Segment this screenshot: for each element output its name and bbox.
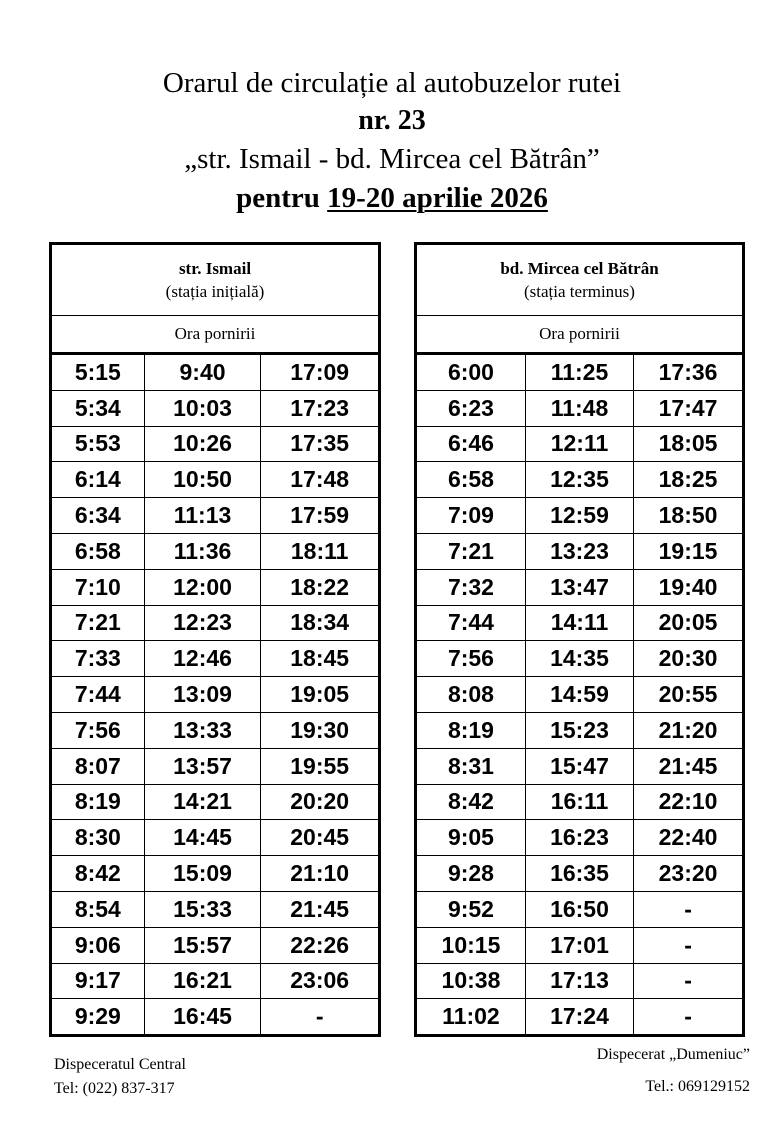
departure-time-cell: 16:23 xyxy=(525,820,633,856)
departure-time-cell: 6:46 xyxy=(416,426,526,462)
dispatch-phone: Tel: (022) 837-317 xyxy=(54,1080,175,1097)
departure-time-cell: 5:34 xyxy=(51,390,145,426)
departure-time-cell: 18:34 xyxy=(261,605,380,641)
departure-time-cell: 19:05 xyxy=(261,677,380,713)
departure-time-cell: 20:05 xyxy=(634,605,744,641)
departure-time-cell: 16:45 xyxy=(144,999,261,1036)
table-row xyxy=(51,498,380,534)
departure-time-cell: 17:09 xyxy=(261,354,380,391)
departure-time-cell: 19:15 xyxy=(634,533,744,569)
table-row xyxy=(416,354,744,391)
departure-time-cell: - xyxy=(634,927,744,963)
departure-time-cell: 11:36 xyxy=(144,533,261,569)
departure-time-cell: 10:03 xyxy=(144,390,261,426)
departure-time-cell: 9:17 xyxy=(51,963,145,999)
departure-time-cell: 15:33 xyxy=(144,891,261,927)
departure-time-cell: 17:59 xyxy=(261,498,380,534)
departure-time-cell: 6:00 xyxy=(416,354,526,391)
table-row xyxy=(51,426,380,462)
departure-time-cell: 20:30 xyxy=(634,641,744,677)
departure-time-cell: 8:54 xyxy=(51,891,145,927)
table-row xyxy=(416,963,744,999)
departure-time-cell: 7:21 xyxy=(416,533,526,569)
departure-time-cell: 13:57 xyxy=(144,748,261,784)
departure-time-cell: 21:20 xyxy=(634,712,744,748)
departure-time-cell: 8:30 xyxy=(51,820,145,856)
departure-time-cell: 6:58 xyxy=(51,533,145,569)
station-note: (stația inițială) xyxy=(165,282,265,301)
departure-time-cell: 9:29 xyxy=(51,999,145,1036)
table-row xyxy=(51,533,380,569)
departure-time-cell: 16:50 xyxy=(525,891,633,927)
departure-time-cell: 12:11 xyxy=(525,426,633,462)
departure-time-cell: 10:15 xyxy=(416,927,526,963)
departure-time-cell: 18:25 xyxy=(634,462,744,498)
station-note: (stația terminus) xyxy=(524,282,635,301)
departure-time-cell: 8:08 xyxy=(416,677,526,713)
table-row xyxy=(416,641,744,677)
schedule-date: 19-20 aprilie 2026 xyxy=(327,182,548,214)
departure-time-cell: 11:25 xyxy=(525,354,633,391)
departure-time-cell: 15:23 xyxy=(525,712,633,748)
departure-time-cell: 8:07 xyxy=(51,748,145,784)
departure-time-cell: 14:11 xyxy=(525,605,633,641)
departure-time-cell: 17:23 xyxy=(261,390,380,426)
timetable-ismail xyxy=(49,242,381,1037)
departure-time-cell: 21:10 xyxy=(261,856,380,892)
departure-time-cell: 7:10 xyxy=(51,569,145,605)
departure-time-cell: 19:40 xyxy=(634,569,744,605)
table-row xyxy=(51,390,380,426)
table-row xyxy=(416,462,744,498)
departure-time-cell: 11:48 xyxy=(525,390,633,426)
departure-time-cell: 14:35 xyxy=(525,641,633,677)
departure-time-cell: 18:05 xyxy=(634,426,744,462)
dispatch-name: Dispeceratul Central xyxy=(54,1056,186,1073)
departure-time-cell: 18:45 xyxy=(261,641,380,677)
departure-time-cell: 7:32 xyxy=(416,569,526,605)
departure-time-cell: 6:58 xyxy=(416,462,526,498)
departure-time-cell: 19:55 xyxy=(261,748,380,784)
departure-time-cell: 12:23 xyxy=(144,605,261,641)
table-row xyxy=(51,677,380,713)
departure-time-cell: 17:48 xyxy=(261,462,380,498)
departure-time-cell: 5:15 xyxy=(51,354,145,391)
departure-time-cell: 15:57 xyxy=(144,927,261,963)
departure-time-cell: 22:26 xyxy=(261,927,380,963)
table-row xyxy=(416,856,744,892)
departure-time-cell: 15:09 xyxy=(144,856,261,892)
departure-time-cell: 5:53 xyxy=(51,426,145,462)
departure-time-cell: 9:52 xyxy=(416,891,526,927)
departure-time-cell: 12:35 xyxy=(525,462,633,498)
station-header xyxy=(416,244,744,316)
departure-time-cell: 6:34 xyxy=(51,498,145,534)
dispatch-phone: Tel.: 069129152 xyxy=(645,1078,750,1095)
departure-time-cell: 13:47 xyxy=(525,569,633,605)
table-row xyxy=(416,927,744,963)
departure-time-cell: 9:05 xyxy=(416,820,526,856)
table-row xyxy=(51,963,380,999)
departure-time-cell: 10:50 xyxy=(144,462,261,498)
departure-time-cell: 7:44 xyxy=(51,677,145,713)
departure-time-cell: 10:38 xyxy=(416,963,526,999)
departure-time-cell: 21:45 xyxy=(634,748,744,784)
table-row xyxy=(51,462,380,498)
departure-time-cell: 14:45 xyxy=(144,820,261,856)
departure-time-cell: 17:36 xyxy=(634,354,744,391)
table-row xyxy=(51,784,380,820)
departure-time-cell: - xyxy=(634,891,744,927)
departure-time-cell: 17:35 xyxy=(261,426,380,462)
station-name: str. Ismail xyxy=(178,259,252,278)
departure-time-cell: 6:23 xyxy=(416,390,526,426)
table-row xyxy=(416,569,744,605)
station-name: bd. Mircea cel Bătrân xyxy=(500,259,659,278)
departure-time-cell: 7:44 xyxy=(416,605,526,641)
departure-time-cell: 14:21 xyxy=(144,784,261,820)
departure-time-cell: 17:24 xyxy=(525,999,633,1036)
departure-time-cell: 16:35 xyxy=(525,856,633,892)
departure-time-cell: 23:06 xyxy=(261,963,380,999)
document-header xyxy=(0,64,784,218)
table-row xyxy=(416,712,744,748)
table-row xyxy=(416,390,744,426)
departure-time-cell: 6:14 xyxy=(51,462,145,498)
table-row xyxy=(51,820,380,856)
departure-time-cell: 23:20 xyxy=(634,856,744,892)
departure-time-cell: 7:56 xyxy=(416,641,526,677)
date-prefix: pentru xyxy=(236,182,328,214)
departure-time-cell: 12:59 xyxy=(525,498,633,534)
table-row xyxy=(416,820,744,856)
departure-time-cell: 18:50 xyxy=(634,498,744,534)
departure-time-cell: 13:33 xyxy=(144,712,261,748)
table-row xyxy=(416,999,744,1036)
departure-time-cell: 22:40 xyxy=(634,820,744,856)
timetable-mircea-cel-batran xyxy=(414,242,745,1037)
table-row xyxy=(51,856,380,892)
departure-time-cell: - xyxy=(261,999,380,1036)
departure-time-cell: 9:28 xyxy=(416,856,526,892)
departure-time-cell: 7:56 xyxy=(51,712,145,748)
route-name: „str. Ismail - bd. Mircea cel Bătrân” xyxy=(184,143,600,175)
table-row xyxy=(416,891,744,927)
departure-time-cell: 8:42 xyxy=(416,784,526,820)
departure-time-cell: 9:40 xyxy=(144,354,261,391)
table-row xyxy=(51,927,380,963)
departure-time-cell: - xyxy=(634,999,744,1036)
footer-central-dispatch xyxy=(54,1053,186,1101)
departure-time-cell: - xyxy=(634,963,744,999)
departure-time-cell: 19:30 xyxy=(261,712,380,748)
table-row xyxy=(51,641,380,677)
departure-time-cell: 8:31 xyxy=(416,748,526,784)
departure-time-cell: 9:06 xyxy=(51,927,145,963)
departure-time-cell: 7:09 xyxy=(416,498,526,534)
departure-time-cell: 7:33 xyxy=(51,641,145,677)
departure-time-cell: 12:00 xyxy=(144,569,261,605)
table-row xyxy=(416,426,744,462)
table-row xyxy=(51,569,380,605)
table-row xyxy=(51,605,380,641)
table-row xyxy=(51,712,380,748)
dispatch-name: Dispecerat „Dumeniuc” xyxy=(596,1046,750,1063)
table-row xyxy=(51,748,380,784)
departure-time-cell: 10:26 xyxy=(144,426,261,462)
departure-time-header: Ora pornirii xyxy=(416,316,744,354)
departure-time-cell: 17:13 xyxy=(525,963,633,999)
table-row xyxy=(416,605,744,641)
departure-time-cell: 8:19 xyxy=(51,784,145,820)
departure-time-cell: 16:11 xyxy=(525,784,633,820)
departure-time-cell: 7:21 xyxy=(51,605,145,641)
departure-time-cell: 22:10 xyxy=(634,784,744,820)
schedule-title: Orarul de circulație al autobuzelor rutei xyxy=(162,67,622,99)
departure-time-cell: 8:19 xyxy=(416,712,526,748)
departure-time-cell: 11:02 xyxy=(416,999,526,1036)
departure-time-cell: 11:13 xyxy=(144,498,261,534)
departure-time-cell: 21:45 xyxy=(261,891,380,927)
departure-time-cell: 18:22 xyxy=(261,569,380,605)
footer-dumeniuc-dispatch xyxy=(530,1043,750,1099)
departure-time-cell: 20:45 xyxy=(261,820,380,856)
departure-time-cell: 16:21 xyxy=(144,963,261,999)
table-row xyxy=(416,533,744,569)
departure-time-cell: 14:59 xyxy=(525,677,633,713)
departure-time-header: Ora pornirii xyxy=(51,316,380,354)
route-number: nr. 23 xyxy=(358,105,426,136)
table-row xyxy=(416,498,744,534)
table-row xyxy=(51,354,380,391)
departure-time-cell: 18:11 xyxy=(261,533,380,569)
table-row xyxy=(416,784,744,820)
departure-time-cell: 20:55 xyxy=(634,677,744,713)
table-row xyxy=(51,999,380,1036)
departure-time-cell: 15:47 xyxy=(525,748,633,784)
departure-time-cell: 13:09 xyxy=(144,677,261,713)
station-header xyxy=(51,244,380,316)
departure-time-cell: 8:42 xyxy=(51,856,145,892)
schedule-date-line xyxy=(0,178,784,218)
departure-time-cell: 12:46 xyxy=(144,641,261,677)
table-row xyxy=(416,677,744,713)
departure-time-cell: 13:23 xyxy=(525,533,633,569)
departure-time-cell: 20:20 xyxy=(261,784,380,820)
table-row xyxy=(416,748,744,784)
table-row xyxy=(51,891,380,927)
departure-time-cell: 17:47 xyxy=(634,390,744,426)
departure-time-cell: 17:01 xyxy=(525,927,633,963)
